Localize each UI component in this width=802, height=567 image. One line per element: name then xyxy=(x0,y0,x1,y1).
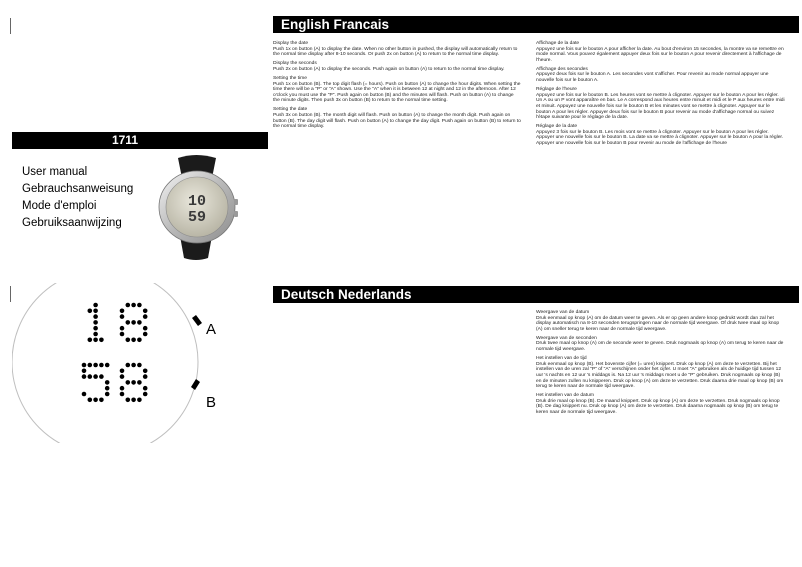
instruction-text: Appuyez deux fois sur le bouton A. Les secondes vont s'afficher. Pour revenir au mode normal appuyer une nouvelle fois sur le bouton A. xyxy=(536,72,769,84)
title-english: User manual xyxy=(22,166,88,178)
digit-dot xyxy=(82,374,87,379)
instruction-heading: Het instellen van de datum xyxy=(536,393,594,399)
crop-mark-bottom xyxy=(10,286,11,302)
instruction-block xyxy=(536,356,786,390)
digit-dot xyxy=(93,309,98,314)
digit-dot xyxy=(126,398,131,403)
title-french: Mode d'emploi xyxy=(22,200,97,212)
instruction-text: Druk twee maal op knop (A) om de seconde weer te geven. Druk nogmaals op knop (A) om terug te keren naar de normale tijd weergave. xyxy=(536,341,784,353)
button-a-marker xyxy=(192,315,202,326)
instruction-text: Appuyez une fois sur le bouton B. Les heures vont se mettre à clignoter. Appuyer sur le bouton A pour les régler. Un A ou un P vont apparaître en bas. Le A correspond aux heures entre minuit et midi et le P aux heures entre midi et minuit. Appuyez une nouvelle fois sur le bouton B et les minutes vont se mettre à clignoter. Appuyer sur le bouton A pour les régler. Appuyer deux fois sur le bouton B pour revenir au mode d'affichage normal ou suivez l'étape suivante pour le réglage de la date. xyxy=(536,92,785,121)
watch-face-diagram xyxy=(12,283,227,443)
crop-mark-top xyxy=(10,18,11,34)
digit-dot xyxy=(143,374,148,379)
instruction-block xyxy=(273,41,521,58)
watch-image xyxy=(150,152,242,262)
watch-button xyxy=(234,199,238,205)
digit-dot xyxy=(120,332,125,337)
digit-dot xyxy=(120,309,125,314)
instruction-heading: Weergave van de datum xyxy=(536,310,590,315)
instruction-text: Druk eenmaal op knop (A) om de datum weer te geven. Als er op geen andere knop gedrukt wordt dan zal het display automatisch na 8-10 seconden terugspringen naar de normale tijd weergave. Of druk twee maal op knop (A) om sneller terug te keren naar de normale tijd weergave. xyxy=(536,315,780,332)
digit-dot xyxy=(82,363,87,368)
digit-dot xyxy=(93,326,98,331)
digit-dot xyxy=(131,398,136,403)
instruction-block xyxy=(536,393,786,415)
instruction-block xyxy=(536,67,786,84)
instruction-heading: Affichage des secondes xyxy=(536,66,588,72)
instruction-block xyxy=(273,76,521,104)
instruction-text: Appuyez une fois sur le bouton A pour afficher la date. Au bout d'environ 15 secondes, la montre va se remettre en mode normal. Vous pouvez également appuyer deux fois sur le bouton A pour revenir directement à l'affichage de l'heure. xyxy=(536,46,784,63)
instruction-text: Druk eenmaal op knop (B). Het bovenste cijfer (= uren) knippert. Druk op knop (A) om deze te verzetten. Bij het instellen van de uren zal "P" of "A" verschijnen onder het cijfer. U moet "A" gebruiken als de huidige tijd tussen 12 uur 's nachts en 12 uur 's middags is. Na 12 uur 's middags moet u de "P" gebruiken. Druk nogmaals op knop (B) en de minuten zullen nu knipperen. Druk op knop (A) om deze te verzetten. Druk daarna drie maal op knop (B) om terug te keren naar de normale tijd weergave. xyxy=(536,361,784,390)
digit-dot xyxy=(93,320,98,325)
digit-dot xyxy=(143,309,148,314)
digit-dot xyxy=(99,398,104,403)
digit-dot xyxy=(143,314,148,319)
digit-dot xyxy=(88,338,93,343)
instruction-block xyxy=(536,41,786,63)
digit-dot xyxy=(126,363,131,368)
instruction-block xyxy=(536,336,786,353)
instruction-text: Push 1x on button (A) to display the date. When no other button in pushed, the display will automatically return to the normal time display after 8-10 seconds. Or push 2x on button (A) to return to the normal time display. xyxy=(273,46,518,58)
digit-dot xyxy=(143,386,148,391)
watch-digits-top: 10 xyxy=(187,193,207,210)
digit-dot xyxy=(105,386,110,391)
digit-dot xyxy=(126,338,131,343)
instruction-block xyxy=(536,310,786,332)
instruction-text: Push 3x on button (B). The month digit will flash. Push on button (A) to change the month digit. Push again on button (B). The day digit will flash. Push on button (A) to change the day digit. Push again on button (B) to return to the normal time display. xyxy=(273,113,521,130)
digit-dot xyxy=(120,386,125,391)
digit-dot xyxy=(143,326,148,331)
digit-dot xyxy=(126,303,131,308)
digit-dot xyxy=(137,303,142,308)
digit-dot xyxy=(88,398,93,403)
digit-dot xyxy=(120,326,125,331)
digit-dot xyxy=(105,392,110,397)
model-number: 1711 xyxy=(111,133,138,147)
digit-dot xyxy=(93,332,98,337)
digit-dot xyxy=(93,374,98,379)
button-b-marker xyxy=(191,379,200,390)
digit-dot xyxy=(88,374,93,379)
digit-dot xyxy=(143,392,148,397)
digit-dot xyxy=(131,303,136,308)
french-instructions xyxy=(536,41,786,150)
digit-dot xyxy=(82,369,87,374)
digit-dot xyxy=(137,363,142,368)
instruction-text: Push 2x on button (A) to display the seconds. Push again on button (A) to return to the normal time display. xyxy=(273,66,505,72)
digit-dot xyxy=(120,392,125,397)
digit-dot xyxy=(137,320,142,325)
digit-dot xyxy=(105,363,110,368)
instruction-heading: Setting the date xyxy=(273,107,308,113)
title-dutch: Gebruiksaanwijzing xyxy=(22,217,122,229)
instruction-block xyxy=(536,124,786,146)
instruction-heading: Affichage de la date xyxy=(536,41,580,46)
instruction-block xyxy=(536,87,786,121)
manual-titles xyxy=(22,164,133,232)
digit-dot xyxy=(120,374,125,379)
instruction-heading: Het instellen van de tijd xyxy=(536,356,587,362)
digit-dot xyxy=(120,369,125,374)
section-header-english-francais xyxy=(273,16,799,33)
digit-dot xyxy=(126,380,131,385)
watch-button xyxy=(234,211,238,217)
digit-dot xyxy=(88,363,93,368)
english-instructions xyxy=(273,41,521,133)
title-german: Gebrauchsanweisung xyxy=(22,183,134,195)
instruction-heading: Réglage de l'heure xyxy=(536,87,577,93)
digit-dot xyxy=(126,320,131,325)
instruction-text: Druk drie maal op knop (B). De maand knippert. Druk op knop (A) om deze te verzetten. Druk nogmaals op knop (B). De dag knippert nu. Druk op knop (A) om deze te verzetten. Druk daarna nogmaals op knop (B) om terug te keren naar de normale tijd weergave. xyxy=(536,398,780,415)
button-a-label: A xyxy=(206,321,217,338)
digit-dot xyxy=(99,338,104,343)
digit-dot xyxy=(131,363,136,368)
digit-dot xyxy=(120,314,125,319)
digit-dot xyxy=(131,320,136,325)
model-bar xyxy=(12,132,268,149)
digit-dot xyxy=(99,374,104,379)
instruction-text: Appuyez 3 fois sur le bouton B. Les mois vont se mettre à clignoter. Appuyer sur le bouton A pour les régler. Appuyer une nouvelle fois sur le bouton B. La date va se mettre à clignoter. Appuyer sur le bouton A pour la régler. Appuyer une nouvelle fois sur le bouton B pour revenir au mode de l'affichage de l'heure xyxy=(536,129,784,146)
digit-dot xyxy=(137,380,142,385)
watch-digits-bottom: 59 xyxy=(187,209,207,226)
button-b-label: B xyxy=(206,394,217,411)
digit-dot xyxy=(105,380,110,385)
digit-dot xyxy=(93,303,98,308)
instruction-heading: Réglage de la date xyxy=(536,124,578,130)
digit-dot xyxy=(131,338,136,343)
digit-dot xyxy=(131,380,136,385)
digit-dot xyxy=(99,363,104,368)
digit-dot xyxy=(137,338,142,343)
section-header-deutsch-nederlands xyxy=(273,286,799,303)
digit-dot xyxy=(88,309,93,314)
instruction-heading: Weergave van de seconden xyxy=(536,335,597,341)
digit-dot xyxy=(137,398,142,403)
instruction-heading: Display the date xyxy=(273,41,309,46)
section-title: English Francais xyxy=(281,17,390,32)
digit-dot xyxy=(82,392,87,397)
instruction-heading: Display the seconds xyxy=(273,61,317,67)
dutch-instructions xyxy=(536,310,786,419)
digit-dot xyxy=(143,332,148,337)
digit-dot xyxy=(93,363,98,368)
digit-dot xyxy=(93,398,98,403)
digit-dot xyxy=(93,314,98,319)
dot-matrix-digits xyxy=(82,303,148,402)
digit-dot xyxy=(93,338,98,343)
instruction-block xyxy=(273,61,521,72)
digit-dot xyxy=(143,369,148,374)
face-outline xyxy=(12,283,198,443)
instruction-heading: Setting the time xyxy=(273,75,307,81)
instruction-block xyxy=(273,107,521,129)
section-title: Deutsch Nederlands xyxy=(281,287,412,302)
instruction-text: Push 1x on button (B). The top digit flash (= hours). Push on button (A) to change the hour digits. When setting the time there will be a "P" or "A" shown. Use the "A" when it is between 12 at night and 12 in the afternoon. After 12 o'clock you must use the "P". Push again on button (B) and the minutes will flash. Push on button (A) to change the minute digits. Then push 3x on button (B) to return to the normal time setting. xyxy=(273,81,521,104)
